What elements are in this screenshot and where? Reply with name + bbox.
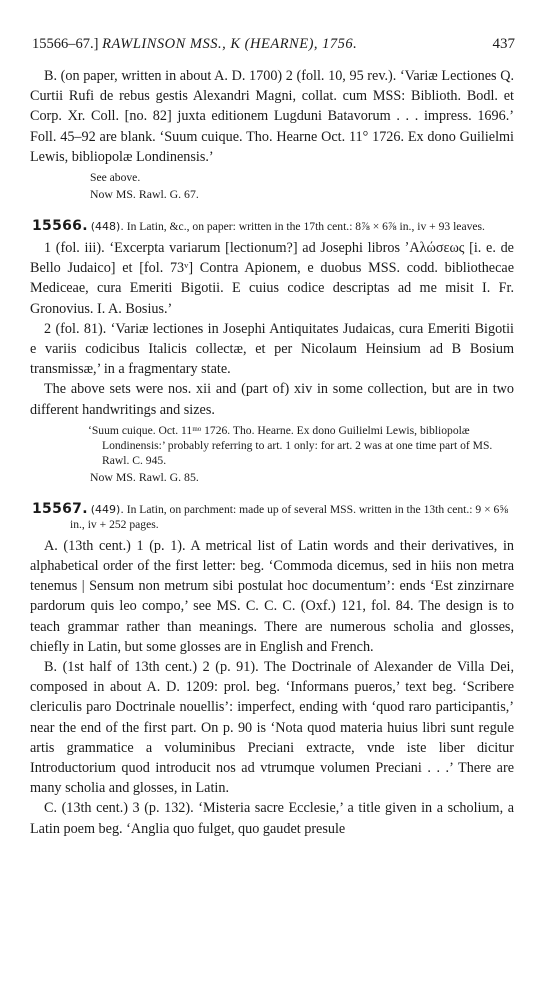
entry-heading-15567 <box>30 502 514 532</box>
entry-description: In Latin, on parchment: made up of several MSS. written in the 13th cent.: 9 × 6⅝ in., iv + 252 pages. <box>70 502 509 531</box>
sets-note: The above sets were nos. xii and (part of) xiv in some collection, but are in two different handwritings and sizes. <box>30 381 514 418</box>
see-above-note: See above. <box>90 171 141 185</box>
entry-range: 15566–67.] <box>32 36 99 52</box>
shelfmark-g85: Now MS. Rawl. G. 85. <box>90 469 199 484</box>
item-2: 2 (fol. 81). ‘Variæ lectiones in Josephi Antiquitates Judaicas, cura Emeriti Bigotii e variis codicibus Italicis collectæ, et per Nicolaum Heinsium ad B Bosium transmissæ,’ in a fragmentary state. <box>30 320 514 378</box>
running-header <box>32 36 515 56</box>
part-b: B. (1st half of 13th cent.) 2 (p. 91). The Doctrinale of Alexander de Villa Dei, composed in about A. D. 1209: prol. beg. ‘Informans pueros,’ text beg. ‘Scribere clericulis paro Doctrinale nouellis’: imperfect, ending with ‘quod raro participantis,’ near the end of the first part. On p. 90 is ‘Nota quod materia huius libri sunt regule artis grammatice a voluminibus Preciani extracte, vnde iste liber dicitur Introductorium quod introducit nos ad vtrumque volumen Preciani . . .’ There are many scholia and glosses, in Latin. <box>30 659 514 797</box>
item-1: 1 (fol. iii). ‘Excerpta variarum [lectionum?] ad Josephi libros ʼΑλώσεως [i. e. de Bello Judaico] et [fol. 73ᵛ] Contra Apionem, e duobus MSS. codd. bibliothecae Mediceae, cura Emeriti Bigotii. E cuius codice descriptas ad me misit I. Fr. Gronovius. I. A. Bosius.’ <box>30 240 514 317</box>
entry-number: 15567. <box>32 500 88 517</box>
page-body <box>30 66 514 839</box>
entry-heading-15566 <box>30 219 514 234</box>
entry-ref: (448). <box>90 220 124 234</box>
block-b-description: B. (on paper, written in about A. D. 1700) 2 (foll. 10, 95 rev.). ‘Variæ Lectiones Q. Curtii Rufi de rebus gestis Alexandri Magni, collat. cum MSS: Biblioth. Bodl. et Corp. Xr. Coll. [no. 82] juxta editionem Lugduni Batavorum . . . impress. 1696.’ Foll. 45–92 are blank. ‘Suum cuique. Tho. Hearne Oct. 11° 1726. Ex dono Guilielmi Lewis, bibliopolæ Londinensis.’ <box>30 68 514 165</box>
shelfmark-g67: Now MS. Rawl. G. 67. <box>90 187 199 202</box>
hearne-note: ‘Suum cuique. Oct. 11ᵐᵒ 1726. Tho. Hearne. Ex dono Guilielmi Lewis, bibliopolæ Londinensis:’ probably referring to art. 1 only: for art. 2 was at one time part of MS. Rawl. C. 945. <box>88 423 493 467</box>
entry-number: 15566. <box>32 218 88 235</box>
entry-description: In Latin, &c., on paper: written in the 17th cent.: 8⅞ × 6⅞ in., iv + 93 leaves. <box>126 220 485 234</box>
running-title: RAWLINSON MSS., K (HEARNE), 1756. <box>102 36 358 52</box>
page-number: 437 <box>492 36 515 52</box>
entry-ref: (449). <box>90 502 124 516</box>
part-c: C. (13th cent.) 3 (p. 132). ‘Misteria sacre Ecclesie,’ a title given in a scholium, a Latin poem beg. ‘Anglia quo fulget, quo gaudet presule <box>30 800 514 837</box>
header-left <box>32 36 357 53</box>
part-a: A. (13th cent.) 1 (p. 1). A metrical list of Latin words and their derivatives, in alphabetical order of the first letter: beg. ‘Commoda dicemus, sed in hiis non metra tenemus | Sensum non metrum sibi postulat hoc documentum’: ends ‘Est zinzirnare pardorum quis leo compo,’ see MS. C. C. C. (Oxf.) 121, fol. 84. The design is to teach grammar rather than meanings. There are numerous scholia and glosses, chiefly in Latin, but some glosses are in English and French. <box>30 537 514 655</box>
